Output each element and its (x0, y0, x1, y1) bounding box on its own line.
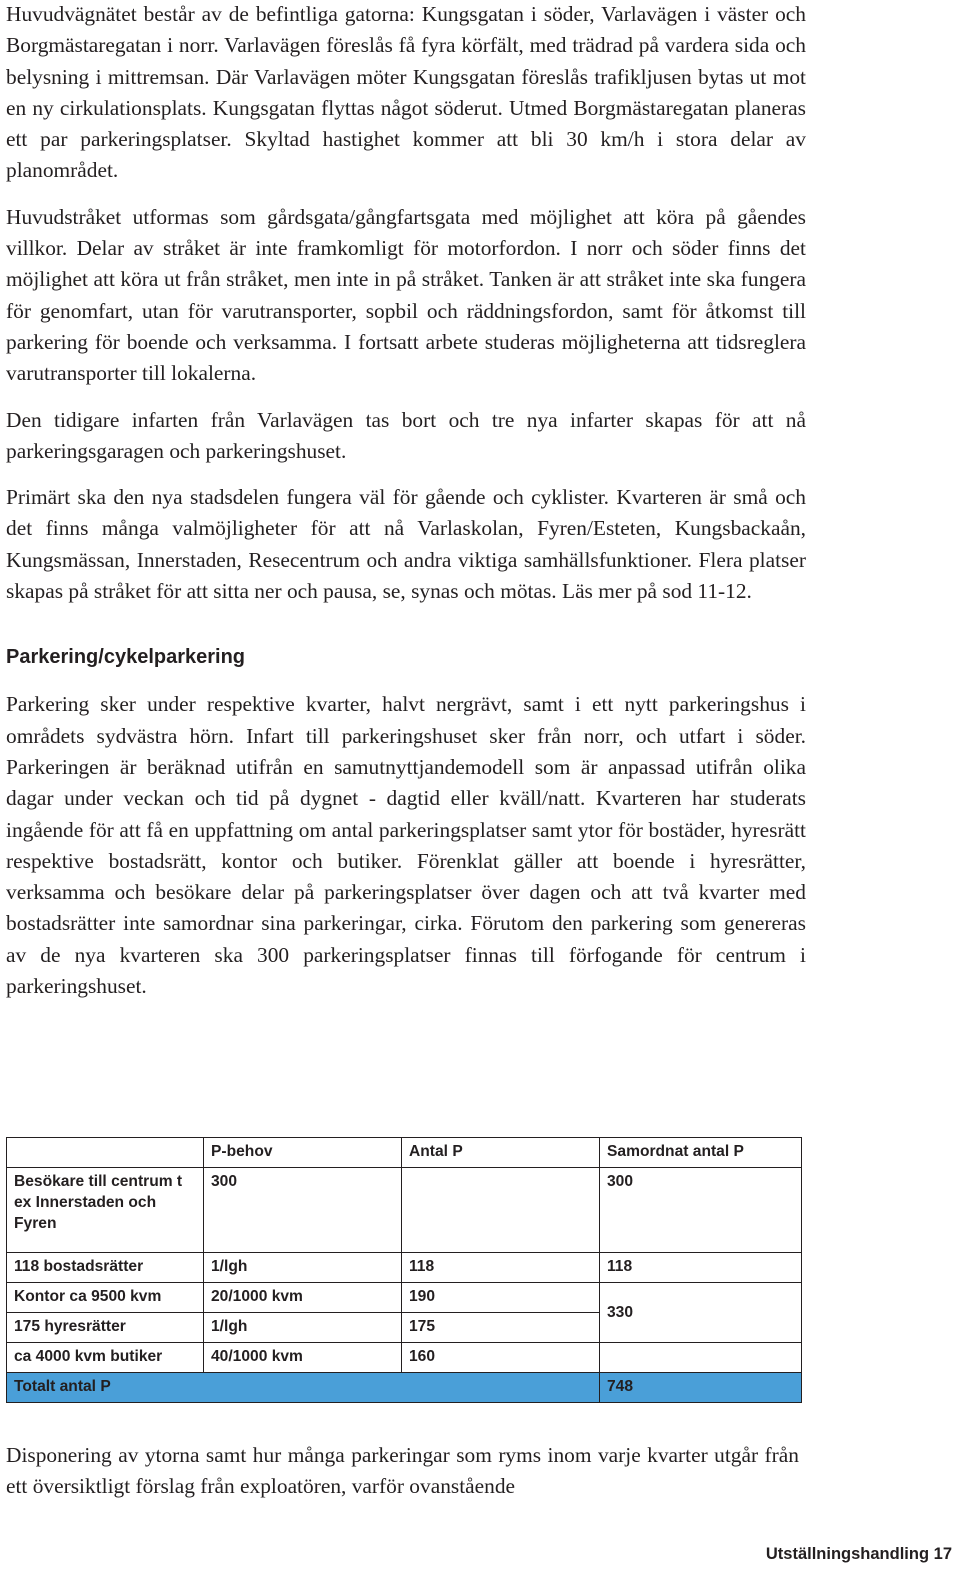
table-header-cell (7, 1138, 204, 1168)
table-header-cell: Antal P (402, 1138, 600, 1168)
table-cell: Kontor ca 9500 kvm (7, 1283, 204, 1313)
table-cell (402, 1168, 600, 1253)
footer-label: Utställningshandling (765, 1545, 930, 1563)
table-cell: 175 (402, 1313, 600, 1343)
table-cell: 300 (204, 1168, 402, 1253)
table-cell: 118 bostadsrätter (7, 1253, 204, 1283)
table-cell: 300 (600, 1168, 802, 1253)
paragraph-entrances: Den tidigare infarten från Varlavägen tas bort och tre nya infarter skapas för att nå parkeringsgaragen och parkeringshuset. (6, 407, 806, 463)
table-cell: 118 (600, 1253, 802, 1283)
table-cell: 40/1000 kvm (204, 1343, 402, 1373)
table-header-row (7, 1138, 802, 1168)
total-label: Totalt antal P (7, 1373, 600, 1403)
table-cell-merged: 330 (600, 1283, 802, 1343)
table-cell: 118 (402, 1253, 600, 1283)
page-number: 17 (933, 1545, 952, 1563)
table-cell: 1/lgh (204, 1253, 402, 1283)
table-row (7, 1168, 802, 1253)
paragraph-parking: Parkering sker under respektive kvarter, halvt nergrävt, samt i ett nytt parkeringshus i områdets sydvästra hörn. Infart till parkeringshuset sker från norr, och utfart i söder. Parkeringen är beräknad utifrån en samutnyttjandemodell som är anpassad utifrån olika dagar under veckan och tid på dygnet - dagtid eller kväll/natt. Kvarteren har studerats ingående för att få en uppfattning om antal parkeringsplatser samt ytor för bostäder, hyresrätt respektive bostadsrätt, kontor och butiker. Förenklat gäller att boende i hyresrätter, verksamma och besökare delar på parkeringsplatser över dagen och att två kvarter med bostadsrätter inte samordnar sina parkeringar, cirka. Förutom den parkering som genereras av de nya kvarteren ska 300 parkeringsplatser finnas till förfogande för centrum i parkeringshuset. (6, 692, 806, 999)
paragraph-road-network: Huvudvägnätet består av de befintliga gatorna: Kungsgatan i söder, Varlavägen i väster och Borgmästaregatan i norr. Varlavägen föreslås få fyra körfält, med trädrad på vardera sida och belysning i mittremsan. Där Varlavägen möter Kungsgatan föreslås trafikljusen bytas ut mot en ny cirkulationsplats. Kungsgatan flyttas något söderut. Utmed Borgmästaregatan planeras ett par parkeringsplatser. Skyltad hastighet kommer att bli 30 km/h i stora delar av planområdet. (6, 2, 806, 183)
table-row (7, 1253, 802, 1283)
table-total-row (7, 1373, 802, 1403)
table-cell: 190 (402, 1283, 600, 1313)
section-heading: Parkering/cykelparkering (6, 646, 246, 669)
paragraph-disposition: Disponering av ytorna samt hur många parkeringar som ryms inom varje kvarter utgår från ett översiktligt förslag från exploatören, varför ovanstående (6, 1443, 799, 1499)
document-body (6, 0, 806, 1002)
table-cell: 20/1000 kvm (204, 1283, 402, 1313)
table-row (7, 1283, 802, 1313)
table-cell: 160 (402, 1343, 600, 1373)
table-cell: Besökare till centrum t ex Innerstaden och Fyren (7, 1168, 204, 1253)
table-header-cell: Samordnat antal P (600, 1138, 802, 1168)
total-value: 748 (600, 1373, 802, 1403)
page-footer (766, 1545, 952, 1564)
table-cell (600, 1343, 802, 1373)
table-cell: 175 hyresrätter (7, 1313, 204, 1343)
table-cell: ca 4000 kvm butiker (7, 1343, 204, 1373)
paragraph-main-path: Huvudstråket utformas som gårdsgata/gångfartsgata med möjlighet att köra på gåendes villkor. Delar av stråket är inte framkomligt för motorfordon. I norr och söder finns det möjlighet att köra ut från stråket, men inte in på stråket. Tanken är att stråket inte ska fungera för genomfart, utan för varutransporter, sopbil och räddningsfordon, samt för åtkomst till parkering för boende och verksamma. I fortsatt arbete studeras möjligheterna att tidsreglera varutransporter till lokalerna. (6, 204, 806, 386)
paragraph-pedestrians: Primärt ska den nya stadsdelen fungera väl för gående och cyklister. Kvarteren är små och det finns många valmöjligheter för att nå Varlaskolan, Fyren/Esteten, Kungsbackaån, Kungsmässan, Innerstaden, Resecentrum och andra viktiga samhällsfunktioner. Flera platser skapas på stråket för att sitta ner och pausa, se, synas och mötas. Läs mer på sod 11-12. (6, 485, 806, 604)
table-header-cell: P-behov (204, 1138, 402, 1168)
parking-table (6, 1137, 802, 1403)
table-row (7, 1343, 802, 1373)
table-cell: 1/lgh (204, 1313, 402, 1343)
